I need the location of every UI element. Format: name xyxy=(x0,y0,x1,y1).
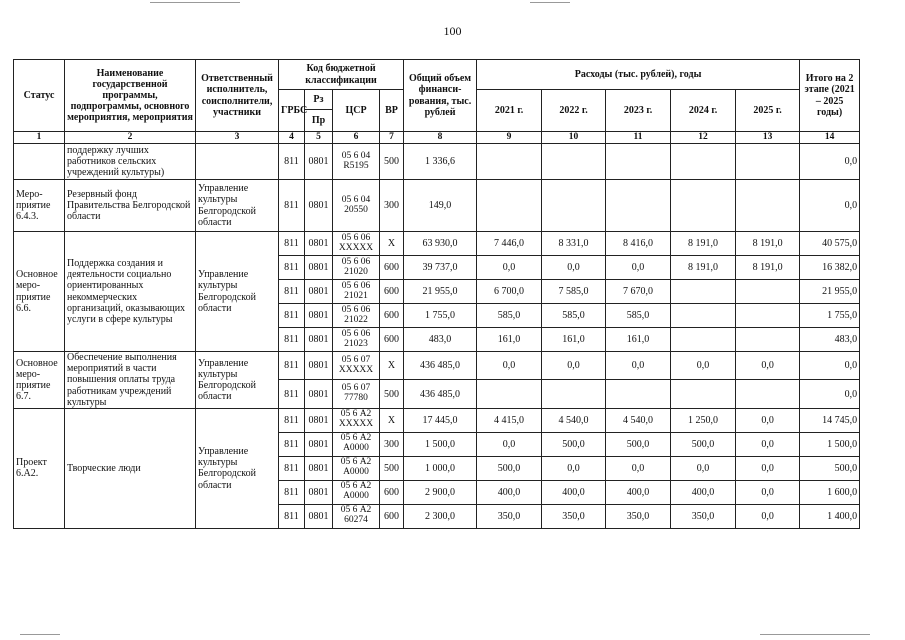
year-2025-cell xyxy=(736,328,800,352)
itogo-cell: 21 955,0 xyxy=(800,280,860,304)
year-2025-cell xyxy=(736,304,800,328)
year-2024-cell: 8 191,0 xyxy=(671,232,736,256)
csr-cell: 05 6 А2 XXXXX xyxy=(333,408,380,432)
year-2025-cell xyxy=(736,280,800,304)
top-edge-line xyxy=(150,2,240,3)
year-2021-cell: 0,0 xyxy=(477,432,542,456)
year-2024-cell xyxy=(671,144,736,180)
header-name: Наименование государственной программы, подпрограммы, основного мероприятия, мероприятия xyxy=(65,60,196,132)
year-2023-cell: 0,0 xyxy=(606,456,671,480)
column-number-row xyxy=(14,132,860,144)
total-cell: 483,0 xyxy=(404,328,477,352)
csr-cell: 05 6 06 21020 xyxy=(333,256,380,280)
responsible-cell: Управление культуры Белгородской области xyxy=(196,352,279,409)
header-year-2022: 2022 г. xyxy=(542,90,606,132)
year-2025-cell: 0,0 xyxy=(736,352,800,380)
year-2022-cell: 0,0 xyxy=(542,256,606,280)
grbs-cell: 811 xyxy=(279,328,305,352)
year-2024-cell: 0,0 xyxy=(671,456,736,480)
year-2025-cell: 0,0 xyxy=(736,504,800,528)
vr-cell: 600 xyxy=(380,328,404,352)
year-2021-cell: 0,0 xyxy=(477,256,542,280)
column-number: 7 xyxy=(380,132,404,144)
csr-cell: 05 6 04 R5195 xyxy=(333,144,380,180)
vr-cell: 600 xyxy=(380,256,404,280)
table-row xyxy=(14,144,860,180)
vr-cell: 600 xyxy=(380,280,404,304)
name-cell: Творческие люди xyxy=(65,408,196,528)
year-2024-cell xyxy=(671,380,736,408)
total-cell: 63 930,0 xyxy=(404,232,477,256)
status-cell xyxy=(14,144,65,180)
total-cell: 1 755,0 xyxy=(404,304,477,328)
rzpr-cell: 0801 xyxy=(305,304,333,328)
total-cell: 2 300,0 xyxy=(404,504,477,528)
status-cell: Основное меро-приятие 6.7. xyxy=(14,352,65,409)
total-cell: 39 737,0 xyxy=(404,256,477,280)
year-2022-cell xyxy=(542,380,606,408)
column-number: 4 xyxy=(279,132,305,144)
csr-cell: 05 6 06 21022 xyxy=(333,304,380,328)
header-vr: ВР xyxy=(380,90,404,132)
year-2023-cell: 400,0 xyxy=(606,480,671,504)
page-number: 100 xyxy=(443,24,462,38)
itogo-cell: 1 400,0 xyxy=(800,504,860,528)
rzpr-cell: 0801 xyxy=(305,432,333,456)
header-year-2024: 2024 г. xyxy=(671,90,736,132)
header-rz: Рз xyxy=(305,90,333,110)
table-row xyxy=(14,408,860,432)
column-number: 6 xyxy=(333,132,380,144)
year-2022-cell xyxy=(542,144,606,180)
vr-cell: 500 xyxy=(380,380,404,408)
csr-cell: 05 6 06 21023 xyxy=(333,328,380,352)
responsible-cell: Управление культуры Белгородской области xyxy=(196,180,279,232)
year-2025-cell: 0,0 xyxy=(736,480,800,504)
year-2024-cell: 500,0 xyxy=(671,432,736,456)
header-status: Статус xyxy=(14,60,65,132)
column-number: 8 xyxy=(404,132,477,144)
itogo-cell: 16 382,0 xyxy=(800,256,860,280)
vr-cell: X xyxy=(380,408,404,432)
year-2025-cell xyxy=(736,180,800,232)
header-year-2021: 2021 г. xyxy=(477,90,542,132)
budget-table xyxy=(13,59,860,529)
table-row xyxy=(14,232,860,256)
year-2022-cell: 350,0 xyxy=(542,504,606,528)
vr-cell: 600 xyxy=(380,304,404,328)
csr-cell: 05 6 А2 А0000 xyxy=(333,432,380,456)
year-2024-cell: 350,0 xyxy=(671,504,736,528)
vr-cell: X xyxy=(380,232,404,256)
header-grbs: ГРБС xyxy=(279,90,305,132)
grbs-cell: 811 xyxy=(279,480,305,504)
year-2022-cell: 500,0 xyxy=(542,432,606,456)
itogo-cell: 14 745,0 xyxy=(800,408,860,432)
grbs-cell: 811 xyxy=(279,144,305,180)
year-2023-cell: 4 540,0 xyxy=(606,408,671,432)
year-2024-cell: 0,0 xyxy=(671,352,736,380)
year-2025-cell: 8 191,0 xyxy=(736,232,800,256)
year-2021-cell: 161,0 xyxy=(477,328,542,352)
year-2025-cell: 0,0 xyxy=(736,456,800,480)
year-2022-cell: 585,0 xyxy=(542,304,606,328)
year-2021-cell: 400,0 xyxy=(477,480,542,504)
year-2021-cell: 585,0 xyxy=(477,304,542,328)
bottom-edge-line xyxy=(760,634,870,635)
rzpr-cell: 0801 xyxy=(305,232,333,256)
csr-cell: 05 6 07 XXXXX xyxy=(333,352,380,380)
column-number: 5 xyxy=(305,132,333,144)
itogo-cell: 500,0 xyxy=(800,456,860,480)
name-cell: поддержку лучших работников сельских учреждений культуры) xyxy=(65,144,196,180)
rzpr-cell: 0801 xyxy=(305,328,333,352)
year-2023-cell xyxy=(606,180,671,232)
table-row xyxy=(14,180,860,232)
header-csr: ЦСР xyxy=(333,90,380,132)
year-2023-cell: 0,0 xyxy=(606,256,671,280)
vr-cell: 500 xyxy=(380,144,404,180)
year-2022-cell: 7 585,0 xyxy=(542,280,606,304)
itogo-cell: 1 600,0 xyxy=(800,480,860,504)
header-total-volume: Общий объем финанси-рования, тыс. рублей xyxy=(404,60,477,132)
name-cell: Обеспечение выполнения мероприятий в части повышения оплаты труда работникам учреждений культуры xyxy=(65,352,196,409)
year-2021-cell: 350,0 xyxy=(477,504,542,528)
year-2024-cell: 8 191,0 xyxy=(671,256,736,280)
column-number: 10 xyxy=(542,132,606,144)
header-year-2023: 2023 г. xyxy=(606,90,671,132)
year-2023-cell xyxy=(606,144,671,180)
responsible-cell: Управление культуры Белгородской области xyxy=(196,408,279,528)
column-number: 1 xyxy=(14,132,65,144)
year-2023-cell: 350,0 xyxy=(606,504,671,528)
itogo-cell: 0,0 xyxy=(800,380,860,408)
itogo-cell: 1 755,0 xyxy=(800,304,860,328)
year-2021-cell xyxy=(477,380,542,408)
grbs-cell: 811 xyxy=(279,232,305,256)
rzpr-cell: 0801 xyxy=(305,180,333,232)
status-cell: Меро-приятие 6.4.3. xyxy=(14,180,65,232)
rzpr-cell: 0801 xyxy=(305,504,333,528)
itogo-cell: 0,0 xyxy=(800,352,860,380)
table-row xyxy=(14,352,860,380)
year-2022-cell xyxy=(542,180,606,232)
year-2022-cell: 0,0 xyxy=(542,456,606,480)
vr-cell: 300 xyxy=(380,432,404,456)
year-2021-cell: 4 415,0 xyxy=(477,408,542,432)
year-2021-cell xyxy=(477,144,542,180)
itogo-cell: 0,0 xyxy=(800,144,860,180)
column-number: 2 xyxy=(65,132,196,144)
vr-cell: 600 xyxy=(380,504,404,528)
responsible-cell xyxy=(196,144,279,180)
rzpr-cell: 0801 xyxy=(305,408,333,432)
year-2022-cell: 8 331,0 xyxy=(542,232,606,256)
year-2021-cell: 0,0 xyxy=(477,352,542,380)
year-2023-cell xyxy=(606,380,671,408)
year-2021-cell: 500,0 xyxy=(477,456,542,480)
rzpr-cell: 0801 xyxy=(305,480,333,504)
year-2021-cell: 6 700,0 xyxy=(477,280,542,304)
year-2023-cell: 8 416,0 xyxy=(606,232,671,256)
grbs-cell: 811 xyxy=(279,432,305,456)
csr-cell: 05 6 07 77780 xyxy=(333,380,380,408)
year-2025-cell: 0,0 xyxy=(736,408,800,432)
csr-cell: 05 6 А2 А0000 xyxy=(333,480,380,504)
csr-cell: 05 6 А2 А0000 xyxy=(333,456,380,480)
responsible-cell: Управление культуры Белгородской области xyxy=(196,232,279,352)
grbs-cell: 811 xyxy=(279,504,305,528)
column-number: 12 xyxy=(671,132,736,144)
header-pr: Пр xyxy=(305,110,333,132)
grbs-cell: 811 xyxy=(279,180,305,232)
year-2024-cell: 1 250,0 xyxy=(671,408,736,432)
name-cell: Поддержка создания и деятельности социально ориентированных некоммерческих организаций, оказывающих услуги в сфере культуры xyxy=(65,232,196,352)
rzpr-cell: 0801 xyxy=(305,380,333,408)
total-cell: 21 955,0 xyxy=(404,280,477,304)
rzpr-cell: 0801 xyxy=(305,352,333,380)
year-2022-cell: 400,0 xyxy=(542,480,606,504)
year-2022-cell: 4 540,0 xyxy=(542,408,606,432)
year-2025-cell: 0,0 xyxy=(736,432,800,456)
column-number: 13 xyxy=(736,132,800,144)
header-expenses: Расходы (тыс. рублей), годы xyxy=(477,60,800,90)
vr-cell: X xyxy=(380,352,404,380)
year-2023-cell: 7 670,0 xyxy=(606,280,671,304)
csr-cell: 05 6 06 21021 xyxy=(333,280,380,304)
grbs-cell: 811 xyxy=(279,280,305,304)
itogo-cell: 483,0 xyxy=(800,328,860,352)
grbs-cell: 811 xyxy=(279,256,305,280)
csr-cell: 05 6 А2 60274 xyxy=(333,504,380,528)
year-2024-cell xyxy=(671,328,736,352)
year-2024-cell: 400,0 xyxy=(671,480,736,504)
column-number: 11 xyxy=(606,132,671,144)
column-number: 14 xyxy=(800,132,860,144)
total-cell: 149,0 xyxy=(404,180,477,232)
total-cell: 17 445,0 xyxy=(404,408,477,432)
year-2025-cell xyxy=(736,144,800,180)
rzpr-cell: 0801 xyxy=(305,280,333,304)
year-2023-cell: 0,0 xyxy=(606,352,671,380)
itogo-cell: 0,0 xyxy=(800,180,860,232)
year-2025-cell: 8 191,0 xyxy=(736,256,800,280)
year-2023-cell: 585,0 xyxy=(606,304,671,328)
year-2021-cell xyxy=(477,180,542,232)
grbs-cell: 811 xyxy=(279,380,305,408)
total-cell: 1 000,0 xyxy=(404,456,477,480)
header-itogo: Итого на 2 этапе (2021 – 2025 годы) xyxy=(800,60,860,132)
header-budget-code: Код бюджетной классификации xyxy=(279,60,404,90)
header-year-2025: 2025 г. xyxy=(736,90,800,132)
year-2025-cell xyxy=(736,380,800,408)
total-cell: 436 485,0 xyxy=(404,380,477,408)
grbs-cell: 811 xyxy=(279,456,305,480)
year-2024-cell xyxy=(671,280,736,304)
top-edge-line xyxy=(530,2,570,3)
column-number: 3 xyxy=(196,132,279,144)
rzpr-cell: 0801 xyxy=(305,256,333,280)
year-2024-cell xyxy=(671,304,736,328)
csr-cell: 05 6 06 XXXXX xyxy=(333,232,380,256)
total-cell: 2 900,0 xyxy=(404,480,477,504)
vr-cell: 500 xyxy=(380,456,404,480)
year-2021-cell: 7 446,0 xyxy=(477,232,542,256)
grbs-cell: 811 xyxy=(279,352,305,380)
header-responsible: Ответственный исполнитель, соисполнители, участники xyxy=(196,60,279,132)
status-cell: Проект 6.А2. xyxy=(14,408,65,528)
total-cell: 1 336,6 xyxy=(404,144,477,180)
total-cell: 436 485,0 xyxy=(404,352,477,380)
rzpr-cell: 0801 xyxy=(305,456,333,480)
name-cell: Резервный фонд Правительства Белгородской области xyxy=(65,180,196,232)
bottom-edge-line xyxy=(20,634,60,635)
year-2023-cell: 500,0 xyxy=(606,432,671,456)
vr-cell: 300 xyxy=(380,180,404,232)
grbs-cell: 811 xyxy=(279,408,305,432)
grbs-cell: 811 xyxy=(279,304,305,328)
csr-cell: 05 6 04 20550 xyxy=(333,180,380,232)
itogo-cell: 40 575,0 xyxy=(800,232,860,256)
column-number: 9 xyxy=(477,132,542,144)
year-2024-cell xyxy=(671,180,736,232)
year-2022-cell: 161,0 xyxy=(542,328,606,352)
itogo-cell: 1 500,0 xyxy=(800,432,860,456)
year-2023-cell: 161,0 xyxy=(606,328,671,352)
rzpr-cell: 0801 xyxy=(305,144,333,180)
year-2022-cell: 0,0 xyxy=(542,352,606,380)
total-cell: 1 500,0 xyxy=(404,432,477,456)
status-cell: Основное меро-приятие 6.6. xyxy=(14,232,65,352)
vr-cell: 600 xyxy=(380,480,404,504)
